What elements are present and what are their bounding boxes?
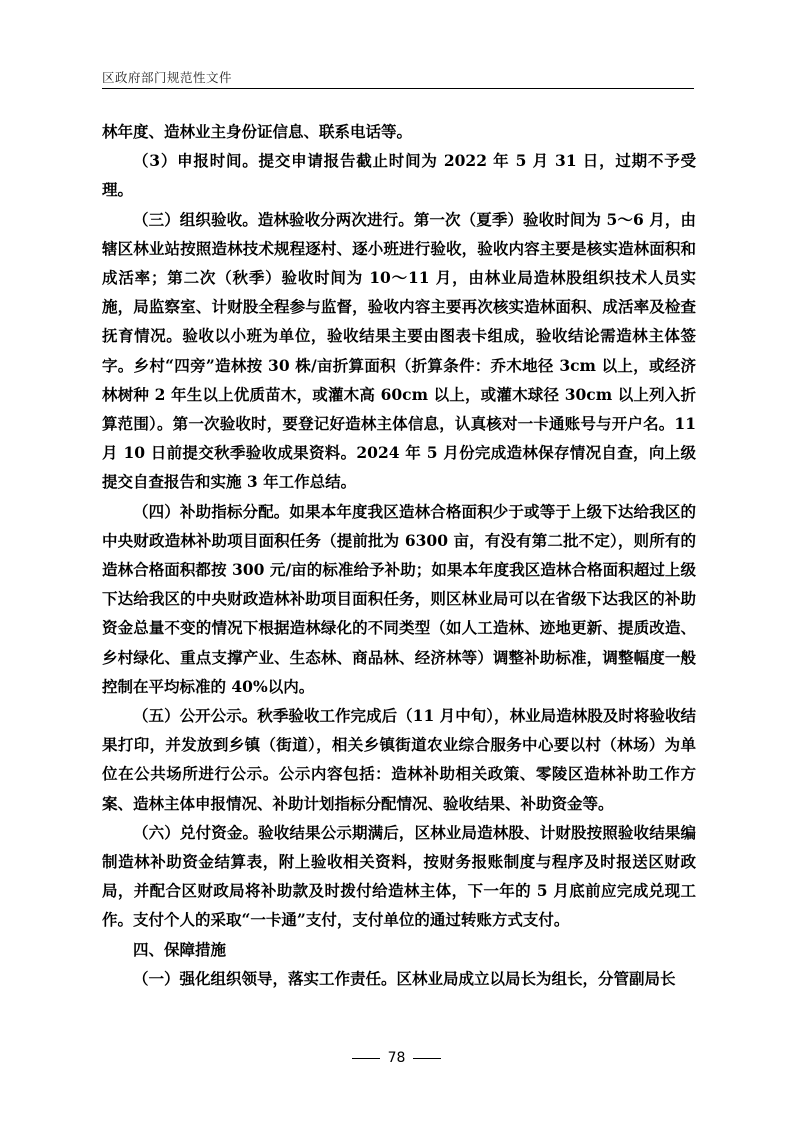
paragraph-public-notice: （五）公开公示。秋季验收工作完成后（11 月中旬），林业局造林股及时将验收结果打印，并发放到乡镇（街道），相关乡镇街道农业综合服务中心要以村（林场）为单位在公共场所进行公示。公示内容包括：造林补助相关政策、零陵区造林补助工作方案、造林主体申报情况、补助计划指标分配情况、验收结果、补助资金等。 xyxy=(102,706,696,813)
section-heading-safeguards: 四、保障措施 xyxy=(133,939,227,959)
page-number: 78 xyxy=(387,1050,406,1066)
document-body xyxy=(102,117,696,993)
page-footer xyxy=(0,1050,793,1066)
paragraph-applicant-info-tail: 林年度、造林业主身份证信息、联系电话等。 xyxy=(102,122,413,141)
paragraph-fund-payment: （六）兑付资金。验收结果公示期满后，区林业局造林股、计财股按照验收结果编制造林补助资金结算表，附上验收相关资料，按财务报账制度与程序及时报送区财政局，并配合区财政局将补助款及时拨付给造林主体，下一年的 5 月底前应完成兑现工作。支付个人的采取“一卡通”支付，支付单位的通过转账方式支付。 xyxy=(102,822,696,930)
paragraph-acceptance-inspection: （三）组织验收。造林验收分两次进行。第一次（夏季）验收时间为 5～6 月，由辖区林业站按照造林技术规程逐村、逐小班进行验收，验收内容主要是核实造林面积和成活率；第二次（秋季）验收时间为 10～11 月，由林业局造林股组织技术人员实施，局监察室、计财股全程参与监督，验收内容主要再次核实造林面积、成活率及检查抚育情况。验收以小班为单位，验收结果主要由图表卡组成，验收结论需造林主体签字。乡村“四旁”造林按 30 株/亩折算面积（折算条件：乔木地径 3cm 以上，或经济林树种 2 年生以上优质苗木，或灌木高 60cm 以上，或灌木球径 30cm 以上列入折算范围）。第一次验收时，要登记好造林主体信息，认真核对一卡通账号与开户名。11 月 10 日前提交秋季验收成果资料。2024 年 5 月份完成造林保存情况自查，向上级提交自查报告和实施 3 年工作总结。 xyxy=(102,209,696,492)
paragraph-subsidy-allocation: （四）补助指标分配。如果本年度我区造林合格面积少于或等于上级下达给我区的中央财政造林补助项目面积任务（提前批为 6300 亩，有没有第二批不定），则所有的造林合格面积都按 300 元/亩的标准给予补助；如果本年度我区造林合格面积超过上级下达给我区的中央财政造林补助项目面积任务，则区林业局可以在省级下达我区的补助资金总量不变的情况下根据造林绿化的不同类型（如人工造林、迹地更新、提质改造、乡村绿化、重点支撑产业、生态林、商品林、经济林等）调整补助标准，调整幅度一般控制在平均标准的 40%以内。 xyxy=(102,501,696,696)
header-divider xyxy=(102,88,694,89)
footer-dash-right xyxy=(413,1058,441,1059)
footer-dash-left xyxy=(352,1058,380,1059)
paragraph-organization-leadership: （一）强化组织领导，落实工作责任。区林业局成立以局长为组长，分管副局长 xyxy=(133,968,676,988)
document-header: 区政府部门规范性文件 xyxy=(102,70,233,85)
paragraph-application-deadline: （3）申报时间。提交申请报告截止时间为 2022 年 5 月 31 日，过期不予受理。 xyxy=(102,151,696,200)
